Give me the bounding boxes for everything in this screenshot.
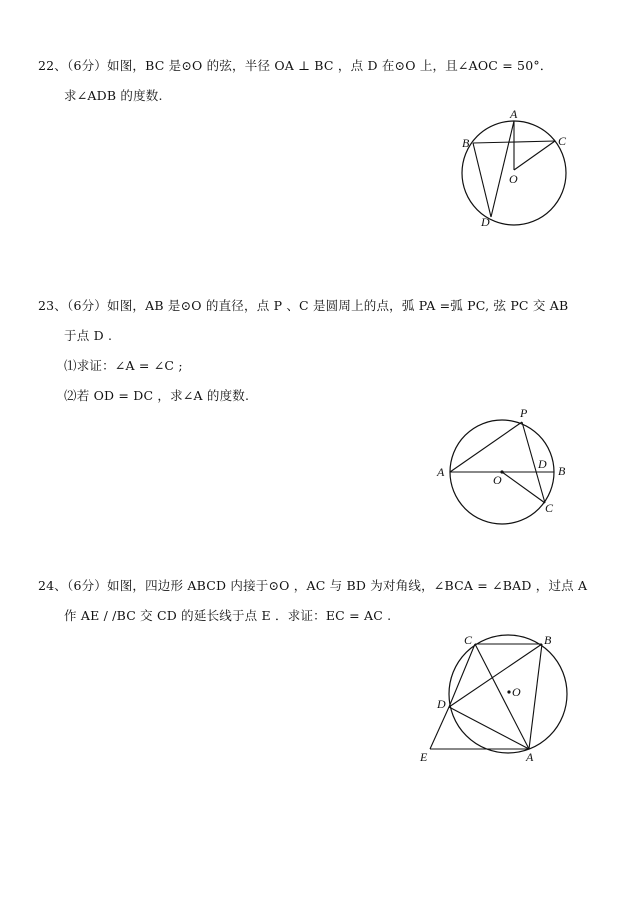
label-23-C: C xyxy=(545,501,554,515)
label-24-C: C xyxy=(464,633,473,647)
problem-24-line-2: 作 AE / /BC 交 CD 的延长线于点 E ．求证：EC = AC . xyxy=(64,608,392,623)
problem-22-line-1: 22、（6分）如图，BC 是⊙O 的弦，半径 OA ⊥ BC ，点 D 在⊙O 上，且∠AOC = 50°． xyxy=(38,58,553,73)
label-24-A: A xyxy=(526,750,534,764)
problem-24-line-1: 24、（6分）如图，四边形 ABCD 内接于⊙O ，AC 与 BD 为对角线，∠BCA = ∠BAD ，过点 A xyxy=(38,578,588,593)
label-22-A: A xyxy=(510,107,518,121)
problem-23-line-4: ⑵若 OD = DC ，求∠A 的度数. xyxy=(64,388,250,403)
label-22-O: O xyxy=(509,172,518,186)
problem-23-line-1: 23、（6分）如图，AB 是⊙O 的直径，点 P 、C 是圆周上的点，弧 PA =弧 PC, 弦 PC 交 AB xyxy=(38,298,569,313)
label-22-B: B xyxy=(462,136,470,150)
problem-23-line-3: ⑴求证：∠A = ∠C ; xyxy=(64,358,183,373)
label-23-B: B xyxy=(558,464,566,478)
figure-23 xyxy=(432,402,577,532)
label-23-O: O xyxy=(493,473,502,487)
problem-23-line-2: 于点 D . xyxy=(64,328,113,343)
label-24-E: E xyxy=(420,750,428,764)
label-23-D: D xyxy=(538,457,547,471)
label-24-B: B xyxy=(544,633,552,647)
label-22-D: D xyxy=(481,215,490,229)
label-22-C: C xyxy=(558,134,567,148)
figure-24 xyxy=(412,630,577,765)
figure-22 xyxy=(455,105,580,230)
label-24-O: O xyxy=(512,685,521,699)
label-23-P: P xyxy=(520,406,528,420)
problem-22-line-2: 求∠ADB 的度数. xyxy=(64,88,163,103)
label-24-D: D xyxy=(437,697,446,711)
label-23-A: A xyxy=(437,465,445,479)
